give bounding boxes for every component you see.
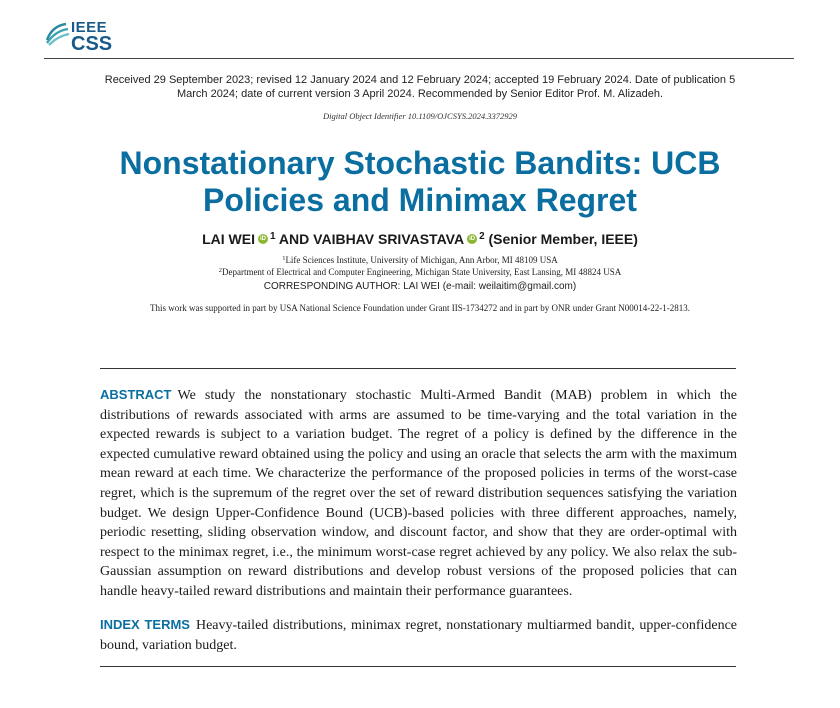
header-rule (44, 58, 794, 59)
author-2-affil-sup: 2 (479, 231, 485, 242)
logo-text-bottom: CSS (71, 33, 113, 55)
funding-note: This work was supported in part by USA National Science Foundation under Grant IIS-1734272 and in part by ONR under Grant N00014-22-1-2813. (150, 303, 690, 313)
abstract-top-rule (100, 368, 736, 369)
affiliation-sup: 2 (218, 267, 222, 274)
ieee-css-logo (44, 18, 134, 58)
doi[interactable]: Digital Object Identifier 10.1109/OJCSYS.2024.3372929 (323, 111, 517, 121)
affiliation-sup: 1 (282, 255, 286, 262)
paper-title: Nonstationary Stochastic Bandits: UCB Policies and Minimax Regret (119, 145, 721, 218)
author-1-affil-sup: 1 (269, 231, 276, 242)
corresponding-author: CORRESPONDING AUTHOR: LAI WEI (e-mail: weilaitim@gmail.com) (263, 281, 577, 292)
abstract-bottom-rule (100, 666, 736, 667)
abstract-label: ABSTRACT (100, 387, 172, 402)
affiliation-text: Department of Electrical and Computer Engineering, Michigan State University, East Lansing, MI 48824 USA (221, 267, 622, 277)
orcid-icon[interactable]: iD (469, 236, 476, 242)
author-2-name: VAIBHAV SRIVASTAVA (313, 231, 465, 247)
publication-history: Received 29 September 2023; revised 12 January 2024 and 12 February 2024; accepted 19 February 2024. Date of publication 5 March 2024; date of current version 3 April 2024. Recommended by Senior Editor Prof. M. Alizadeh. (104, 74, 736, 100)
author-line (0, 231, 840, 247)
abstract-text: We study the nonstationary stochastic Multi-Armed Bandit (MAB) problem in which the distributions of rewards associated with arms are assumed to be time-varying and the total variation in the expected rewards is subject to a variation budget. The regret of a policy is defined by the difference in the expected cumulative reward obtained using the policy and using an oracle that selects the arm with the maximum mean reward at each time. We characterize the performance of the proposed policies in terms of the worst-case regret, which is the supremum of the regret over the set of reward distribution sequences satisfying the variation budget. We design Upper-Confidence Bound (UCB)-based policies with three different approaches, namely, periodic resetting, sliding observation window, and discount factor, and show that they are order-optimal with respect to the minimax regret, i.e., the minimum worst-case regret achieved by any policy. We also relax the sub-Gaussian assumption on reward distributions and develop robust versions of the proposed policies that can handle heavy-tailed reward distributions and maintain their performance guarantees. (100, 388, 737, 599)
author-connector: AND (278, 231, 310, 247)
affiliation-2 (0, 265, 840, 278)
author-1-name: LAI WEI (202, 231, 255, 247)
logo-mark-icon (44, 20, 70, 46)
affiliation-text: Life Sciences Institute, University of Michigan, Ann Arbor, MI 48109 USA (285, 255, 558, 265)
logo-text-top: IEEE (71, 19, 108, 36)
index-terms-label: INDEX TERMS (100, 617, 190, 632)
abstract (100, 385, 737, 602)
orcid-icon[interactable]: iD (259, 236, 266, 242)
author-2-membership: (Senior Member, IEEE) (488, 231, 638, 247)
index-terms (100, 615, 737, 655)
index-terms-text: Heavy-tailed distributions, minimax regret, nonstationary multiarmed bandit, upper-confidence bound, variation budget. (100, 618, 738, 653)
